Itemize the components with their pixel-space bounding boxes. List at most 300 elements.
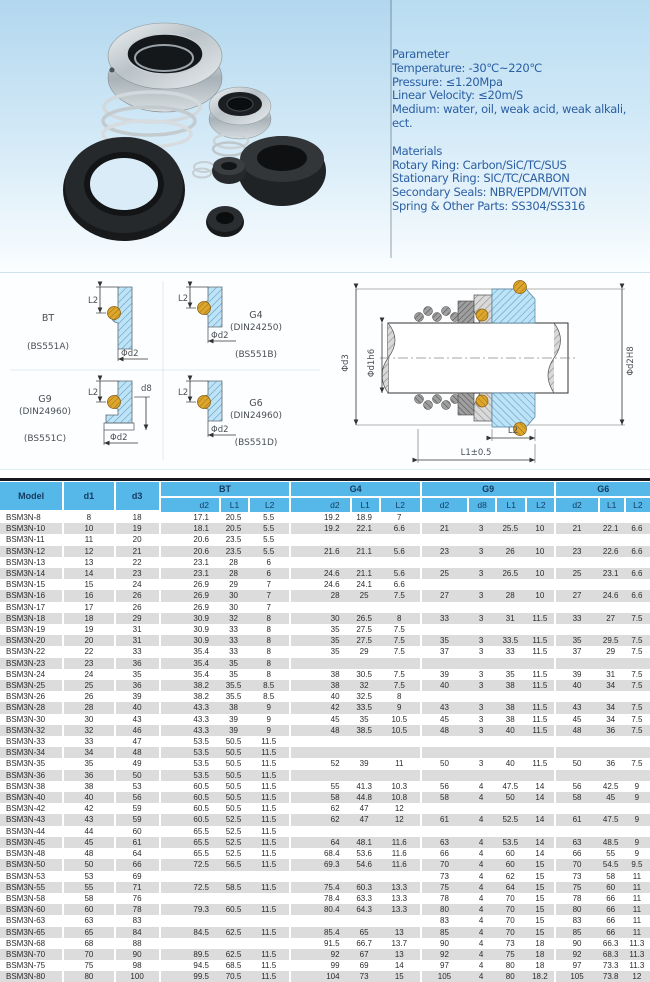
dimension-cell: 45 — [554, 714, 597, 725]
dimension-cell — [379, 770, 420, 781]
dimension-cell: 29 — [114, 613, 159, 624]
dimension-cell: 3 — [467, 590, 495, 601]
dimension-cell: 7.5 — [624, 680, 650, 691]
dimension-cell: 35 — [289, 624, 349, 635]
dimension-cell: 25 — [554, 568, 597, 579]
dimension-cell: 35 — [229, 669, 238, 679]
dimension-cell: 11 — [632, 871, 642, 881]
dimension-cell — [350, 557, 379, 568]
materials-line: Stationary Ring: SIC/TC/CARBON — [392, 171, 570, 186]
sub-header-g4-l2: L2 — [379, 498, 420, 512]
dimension-cell: 21.1 — [350, 546, 379, 557]
dimension-cell — [624, 658, 650, 669]
steel-seal-small — [209, 87, 271, 139]
dimension-cell: 92 — [289, 949, 349, 960]
dimension-cell: 20.5 — [219, 523, 248, 534]
assembly-drawing — [341, 281, 636, 464]
dimension-cell: 21.6 — [289, 546, 349, 557]
table-row — [0, 702, 650, 713]
dimension-cell: 73 — [505, 938, 515, 948]
g6-dim-l2: L2 — [178, 388, 189, 398]
dimension-cell: 26.5 — [495, 568, 525, 579]
dimension-cell: 14 — [525, 814, 554, 825]
dimension-cell: 50.5 — [219, 747, 248, 758]
dimension-cell: 7.5 — [393, 647, 405, 657]
dimension-cell: 33 — [505, 647, 515, 657]
dimension-cell: 9 — [248, 702, 289, 713]
dimension-cell — [598, 826, 624, 837]
dimension-cell: 84.5 — [159, 927, 219, 938]
dimension-cell: 10 — [525, 523, 554, 534]
dimension-cell: 33 — [229, 647, 238, 657]
dimension-cell — [624, 691, 650, 702]
dimension-cell: 7 — [266, 602, 271, 612]
dimension-cell — [289, 736, 349, 747]
product-photo — [0, 0, 392, 258]
dimension-cell: 11.5 — [525, 613, 554, 624]
dimension-cell: 47.5 — [598, 814, 624, 825]
dimension-cell: 75 — [495, 949, 525, 960]
model-cell: BSM3N-11 — [6, 535, 45, 545]
dimension-cell — [420, 624, 467, 635]
sub-header-g6-l1: L1 — [598, 498, 624, 512]
dimension-cell: 48.5 — [598, 837, 624, 848]
dimension-cell: 24.6 — [289, 579, 349, 590]
dimension-cell: 30.5 — [356, 669, 372, 679]
dimension-cell — [379, 747, 420, 758]
spring-tiny — [193, 162, 214, 178]
group-header-bt: BT — [159, 482, 290, 498]
dimension-cell: 31 — [606, 669, 616, 679]
table-row — [0, 680, 650, 691]
dimension-cell: 50 — [62, 859, 113, 870]
panel-bt-title: BT — [41, 313, 55, 324]
dimension-cell — [624, 747, 650, 758]
dimension-cell: 5.5 — [248, 523, 289, 534]
parameters-panel — [392, 48, 644, 228]
dimension-cell: 99.5 — [159, 971, 219, 982]
dimension-cell: 30.9 — [159, 624, 219, 635]
dimension-cell: 64 — [495, 882, 525, 893]
dimension-cell: 7.5 — [631, 669, 643, 679]
model-cell: BSM3N-15 — [6, 580, 46, 590]
col-header-model: Model — [0, 482, 62, 512]
dimension-cell: 26 — [62, 691, 113, 702]
dimension-cell: 13.7 — [391, 938, 408, 948]
panel-bt-code: (BS551A) — [26, 342, 70, 352]
dimension-cell: 45 — [289, 714, 349, 725]
assembly-dim-d3: Φd3 — [341, 354, 351, 372]
table-row — [0, 557, 650, 568]
materials-line: Rotary Ring: Carbon/SiC/TC/SUS — [392, 157, 567, 172]
dimension-cell: 17 — [62, 602, 113, 613]
dimension-cell — [554, 747, 597, 758]
sub-header-bt-d2: d2 — [159, 498, 219, 512]
model-cell: BSM3N-43 — [0, 814, 62, 825]
dimension-cell: 75 — [62, 960, 113, 971]
dimension-cell: 58 — [606, 871, 616, 881]
dimension-cell — [467, 534, 495, 545]
dimension-cell: 85.4 — [289, 927, 349, 938]
dimension-cell: 10.5 — [379, 725, 420, 736]
dimension-cell: 71 — [114, 882, 159, 893]
dimension-cell: 35 — [554, 635, 597, 646]
dimension-cell — [420, 691, 467, 702]
dimension-cell: 60.5 — [159, 781, 219, 792]
dimension-cell: 8 — [266, 625, 271, 635]
dimension-cell: 37 — [420, 646, 467, 657]
dimension-cell: 38 — [495, 702, 525, 713]
dimension-cell: 65 — [62, 927, 113, 938]
dimension-cell — [525, 579, 554, 590]
dimension-cell: 105 — [420, 971, 467, 982]
panel-g4-code: (BS551B) — [234, 350, 278, 360]
dimension-cell — [420, 658, 467, 669]
table-row — [0, 669, 650, 680]
carbon-ring-small — [212, 157, 246, 184]
dimension-cell — [248, 915, 289, 926]
dimension-cell: 6.6 — [624, 590, 650, 601]
dimension-cell: 62 — [289, 814, 349, 825]
panel-g4-std: (DIN24250) — [230, 323, 282, 333]
dimension-cell — [467, 557, 495, 568]
dimension-cell: 13.3 — [391, 893, 408, 903]
panel-g6-title: G6 — [249, 398, 263, 409]
dimension-cell: 65.5 — [159, 848, 219, 859]
dimension-cell: 3 — [467, 568, 495, 579]
dimension-cell: 60 — [114, 826, 159, 837]
dimension-cell — [495, 579, 525, 590]
dimension-cell: 11 — [632, 916, 642, 926]
dimension-cell: 54.6 — [350, 859, 379, 870]
dimension-cell: 100 — [114, 971, 159, 982]
dimension-cell: 22.1 — [350, 523, 379, 534]
dimension-cell: 26 — [114, 590, 159, 601]
dimension-cell: 45 — [420, 714, 467, 725]
col-header-d1: d1 — [62, 482, 113, 512]
model-cell: BSM3N-28 — [0, 702, 62, 713]
dimension-cell: 15 — [535, 871, 545, 881]
dimension-cell: 70 — [420, 859, 467, 870]
dimension-cell: 10.3 — [391, 781, 408, 791]
model-cell: BSM3N-34 — [0, 747, 62, 758]
top-section — [0, 0, 650, 272]
dimension-cell: 34 — [598, 702, 624, 713]
dimension-cell: 25 — [350, 590, 379, 601]
dimension-cell: 80.4 — [289, 904, 349, 915]
panel-g4-title: G4 — [249, 310, 263, 321]
dimension-cell: 78 — [114, 904, 159, 915]
dimension-cell: 29 — [606, 647, 616, 657]
table-row — [0, 691, 650, 702]
model-cell: BSM3N-23 — [0, 658, 62, 669]
dimension-cell — [598, 770, 624, 781]
dimension-cell: 60 — [62, 904, 113, 915]
table-row — [0, 814, 650, 825]
dimension-cell: 35.4 — [159, 658, 219, 669]
dimension-cell: 8 — [266, 669, 271, 679]
dimension-cell: 15 — [525, 882, 554, 893]
table-row — [0, 758, 650, 769]
dimension-cell: 3 — [467, 725, 495, 736]
sub-header-g9-l1: L1 — [495, 498, 525, 512]
dimension-cell: 4 — [467, 792, 495, 803]
dimension-cell: 11.5 — [525, 635, 554, 646]
dimension-cell: 14 — [535, 849, 545, 859]
dimension-cell — [598, 534, 624, 545]
model-cell: BSM3N-22 — [6, 647, 46, 657]
dimension-cell — [467, 747, 495, 758]
seal-stack-top — [415, 281, 536, 324]
dimension-cell: 3 — [467, 702, 495, 713]
dimension-cell: 70 — [505, 916, 515, 926]
dimension-cell — [598, 736, 624, 747]
dimension-cell — [624, 602, 650, 613]
model-cell: BSM3N-32 — [0, 725, 62, 736]
dimension-cell: 42 — [62, 803, 113, 814]
dimension-cell: 3 — [478, 647, 484, 657]
dimension-cell: 65.5 — [159, 826, 219, 837]
dimension-cell: 66.3 — [602, 938, 619, 948]
dimension-cell: 47 — [359, 804, 369, 814]
dimension-cell: 92 — [554, 949, 597, 960]
dimension-cell — [420, 557, 467, 568]
table-row — [0, 624, 650, 635]
table-row — [0, 523, 650, 534]
dimension-cell — [467, 658, 495, 669]
dimension-cell: 73 — [554, 871, 597, 882]
dimension-cell: 73.3 — [602, 961, 619, 971]
dimension-cell: 23 — [554, 546, 597, 557]
dimension-cell: 4 — [467, 971, 495, 982]
dimension-cell: 69.3 — [289, 859, 349, 870]
model-cell: BSM3N-36 — [0, 770, 62, 781]
dimension-cell: 19 — [62, 624, 113, 635]
table-row — [0, 747, 650, 758]
g9-dim-d8: d8 — [141, 384, 152, 394]
dimension-cell: 55 — [606, 849, 616, 859]
dimension-cell: 56 — [114, 792, 159, 803]
dimension-cell: 7.5 — [624, 725, 650, 736]
parameter-block — [392, 48, 644, 131]
dimension-cell: 61 — [420, 814, 467, 825]
dimension-cell: 35 — [289, 646, 349, 657]
dimension-cell: 11.5 — [261, 804, 277, 814]
dimension-cell: 15 — [62, 579, 113, 590]
dimension-cell: 8 — [248, 613, 289, 624]
sub-header-g9-d8: d8 — [467, 498, 495, 512]
dimension-cell — [467, 736, 495, 747]
dimension-cell: 11.6 — [391, 849, 407, 859]
dimension-cell — [554, 512, 597, 523]
dimension-cell: 30 — [229, 602, 238, 612]
dimension-cell: 28 — [219, 568, 248, 579]
rubber-ring-small — [206, 206, 244, 237]
dimension-cell: 28 — [62, 702, 113, 713]
dimension-cell: 18.9 — [356, 513, 372, 522]
dimension-cell — [495, 557, 525, 568]
dimension-cell: 56 — [554, 781, 597, 792]
dimension-cell: 7.5 — [393, 625, 405, 635]
dimension-cell: 38 — [219, 702, 248, 713]
dimension-cell — [495, 770, 525, 781]
model-cell: BSM3N-55 — [0, 882, 62, 893]
dimension-cell: 97 — [554, 960, 597, 971]
dimension-cell: 37 — [554, 646, 597, 657]
model-cell: BSM3N-38 — [6, 781, 46, 791]
g9-oring — [108, 396, 121, 409]
dimension-cell — [350, 534, 379, 545]
sub-header-g4-d2: d2 — [289, 498, 349, 512]
dimension-cell — [624, 512, 650, 523]
dimension-cell: 48.1 — [350, 837, 379, 848]
dimension-cell: 38 — [289, 669, 349, 680]
dimension-cell: 43.3 — [159, 714, 219, 725]
dimension-cell: 21 — [114, 546, 159, 557]
dimension-cell: 33 — [229, 625, 238, 635]
sub-header-g6-d2: d2 — [554, 498, 597, 512]
dimension-cell: 11.5 — [261, 826, 277, 836]
dimension-cell: 48 — [114, 747, 159, 758]
dimension-cell: 11.3 — [629, 938, 645, 948]
dimension-cell: 7.5 — [631, 647, 643, 657]
dimension-cell: 90 — [114, 949, 159, 960]
dimension-cell: 50 — [420, 758, 467, 769]
dimension-cell: 62.5 — [219, 949, 248, 960]
materials-title: Materials — [392, 143, 443, 158]
dimension-cell: 43 — [114, 714, 159, 725]
table-row — [0, 837, 650, 848]
dimension-cell — [159, 915, 219, 926]
dimension-cell: 28 — [289, 590, 349, 601]
group-header-g4: G4 — [289, 482, 420, 498]
dimension-cell — [624, 770, 650, 781]
parameter-line: Temperature: -30℃~220℃ — [392, 60, 542, 75]
dimension-cell — [495, 736, 525, 747]
dimension-cell: 11 — [624, 904, 650, 915]
model-cell: BSM3N-18 — [0, 613, 62, 624]
model-cell: BSM3N-12 — [0, 546, 62, 557]
dimension-cell — [219, 915, 248, 926]
dimension-cell: 6.6 — [624, 568, 650, 579]
dimension-cell: 35 — [219, 658, 248, 669]
dimension-cell: 11 — [624, 927, 650, 938]
dimension-cell: 39 — [420, 669, 467, 680]
dimension-cell — [525, 826, 554, 837]
dimension-cell: 13.3 — [379, 904, 420, 915]
table-row — [0, 971, 650, 982]
dimension-cell: 11.5 — [248, 882, 289, 893]
dimension-cell — [219, 938, 248, 949]
dimension-cell: 83 — [420, 915, 467, 926]
dimension-cell: 68 — [62, 938, 113, 949]
dimension-cell: 45 — [62, 837, 113, 848]
dimension-cell: 28 — [495, 590, 525, 601]
dimension-cell: 58 — [420, 792, 467, 803]
dimension-cell: 25 — [62, 680, 113, 691]
dimension-cell: 11.5 — [248, 814, 289, 825]
dimension-cell: 38 — [495, 680, 525, 691]
dimension-cell: 84 — [114, 927, 159, 938]
dimension-cell: 48 — [62, 848, 113, 859]
dimension-cell — [495, 602, 525, 613]
table-row — [0, 602, 650, 613]
table-row — [0, 781, 650, 792]
dimension-cell: 6.6 — [624, 523, 650, 534]
dimension-cell: 61 — [114, 837, 159, 848]
dimension-cell: 60.3 — [350, 882, 379, 893]
dimension-cell — [379, 736, 420, 747]
dimension-cell: 18 — [114, 512, 159, 523]
dimension-cell: 40 — [505, 759, 515, 769]
dimension-cell: 9 — [634, 849, 640, 859]
dimension-cell: 40 — [114, 702, 159, 713]
dimension-cell: 28 — [229, 557, 238, 567]
dimension-cell: 20.6 — [159, 534, 219, 545]
dimension-cell — [495, 512, 525, 523]
dimension-cell: 26.9 — [159, 590, 219, 601]
dimension-cell — [248, 893, 289, 904]
dimension-cell: 38 — [289, 680, 349, 691]
assembly-dim-d2h8: Φd2H8 — [626, 346, 636, 376]
dimension-cell — [467, 691, 495, 702]
dimension-cell: 66 — [420, 848, 467, 859]
dimension-cell: 53.5 — [159, 736, 219, 747]
dimension-cell — [289, 770, 349, 781]
model-cell: BSM3N-44 — [6, 826, 46, 836]
dimension-cell: 27.5 — [356, 625, 372, 635]
dimension-cell: 53.5 — [495, 837, 525, 848]
dimension-cell: 20 — [114, 534, 159, 545]
table-row — [0, 927, 650, 938]
table-row — [0, 770, 650, 781]
dimension-cell: 83 — [554, 915, 597, 926]
dimension-cell: 30.9 — [159, 635, 219, 646]
dimension-cell: 9 — [379, 702, 420, 713]
dimension-cell: 6.6 — [624, 546, 650, 557]
dimension-cell: 43 — [420, 702, 467, 713]
bt-dim-l2: L2 — [88, 296, 99, 306]
table-row — [0, 893, 650, 904]
dimension-cell: 15 — [525, 859, 554, 870]
dimension-cell — [350, 602, 379, 613]
dimension-cell: 50 — [495, 792, 525, 803]
dimension-cell: 39 — [229, 714, 238, 724]
dimension-cell: 11.5 — [248, 904, 289, 915]
dimension-cell: 23.5 — [219, 546, 248, 557]
dimension-cell: 11.5 — [248, 747, 289, 758]
model-cell: BSM3N-30 — [6, 714, 46, 724]
dimension-cell: 48 — [554, 725, 597, 736]
dimension-cell — [379, 602, 420, 613]
dimension-cell: 10.5 — [391, 714, 408, 724]
dimension-cell: 24.1 — [356, 580, 372, 590]
dimension-cell: 15 — [535, 916, 545, 926]
dimension-cell: 13 — [62, 557, 113, 568]
dimension-cell: 35 — [420, 635, 467, 646]
dimension-cell — [350, 736, 379, 747]
model-cell: BSM3N-65 — [0, 927, 62, 938]
dimension-cell: 83 — [114, 915, 159, 926]
dimension-cell — [467, 826, 495, 837]
dimension-cell: 20.5 — [225, 513, 242, 522]
dimension-cell: 7.5 — [393, 669, 405, 679]
dimension-cell — [495, 624, 525, 635]
dimension-cell: 80 — [554, 904, 597, 915]
dimension-cell: 35 — [359, 714, 369, 724]
dimension-cell — [598, 557, 624, 568]
dimension-cell: 11 — [395, 759, 404, 769]
